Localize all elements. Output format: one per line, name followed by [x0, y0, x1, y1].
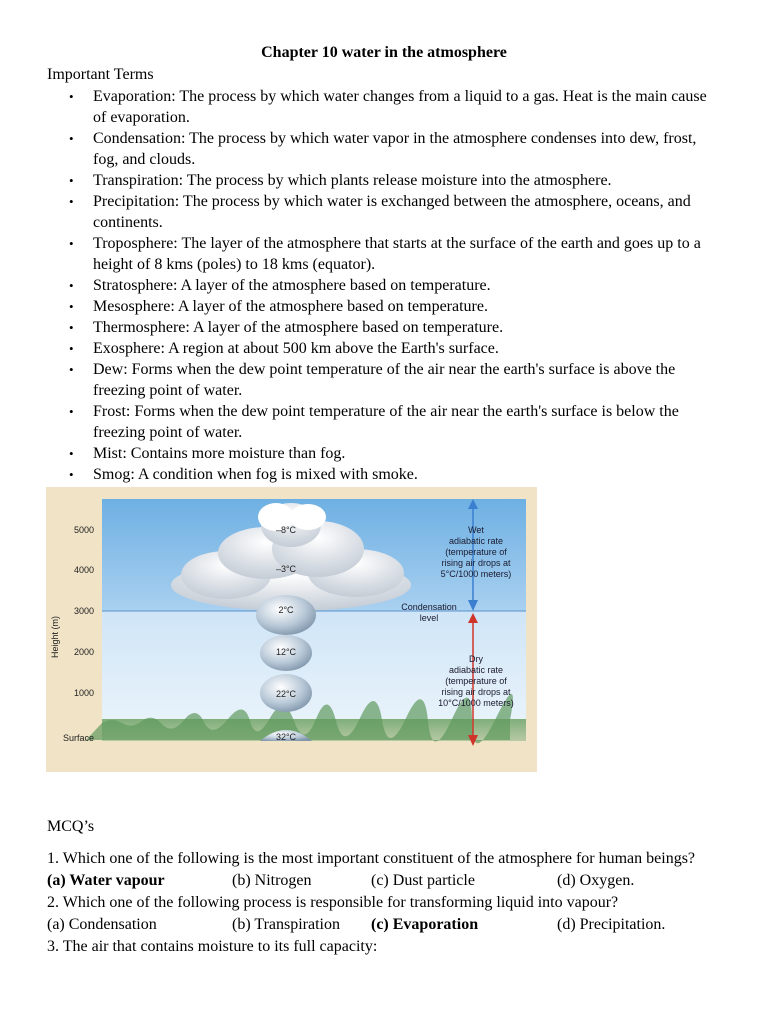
- wet-label: 5°C/1000 meters): [440, 569, 512, 579]
- wet-label: (temperature of: [445, 547, 507, 557]
- bullet-icon: •: [69, 446, 74, 461]
- option-b: (b) Transpiration: [232, 916, 340, 933]
- adiabatic-diagram: [46, 487, 537, 772]
- y-tick-label: 1000: [73, 688, 94, 698]
- bullet-icon: •: [69, 467, 74, 482]
- terms-list: [47, 86, 717, 485]
- mcq-heading: MCQ’s: [47, 818, 95, 835]
- term-text: Thermosphere: A layer of the atmosphere based on temperature.: [93, 319, 504, 336]
- list-item: [47, 170, 717, 191]
- list-item: [47, 86, 717, 128]
- term-text: Exosphere: A region at about 500 km above the Earth's surface.: [93, 340, 499, 357]
- diagram-svg: [46, 487, 537, 772]
- option-c: (c) Dust particle: [371, 872, 475, 889]
- temp-label: 32°C: [275, 732, 297, 742]
- list-item: [47, 338, 717, 359]
- temp-label: 22°C: [275, 689, 297, 699]
- wet-label: adiabatic rate: [448, 536, 504, 546]
- bullet-icon: •: [69, 236, 74, 251]
- option-a: (a) Water vapour: [47, 872, 165, 889]
- list-item: [47, 275, 717, 296]
- question-text: 1. Which one of the following is the most important constituent of the atmosphere for human beings?: [47, 850, 696, 867]
- bullet-icon: •: [69, 299, 74, 314]
- option-d: (d) Precipitation.: [557, 916, 666, 933]
- temp-label: –8°C: [275, 525, 297, 535]
- dry-label: (temperature of: [445, 676, 507, 686]
- option-b: (b) Nitrogen: [232, 872, 312, 889]
- term-text: Transpiration: The process by which plants release moisture into the atmosphere.: [93, 172, 612, 189]
- bullet-icon: •: [69, 404, 74, 419]
- list-item: [47, 359, 717, 401]
- term-text: Precipitation: The process by which water is exchanged between the atmosphere, oceans, and continents.: [93, 193, 691, 231]
- bullet-icon: •: [69, 320, 74, 335]
- term-text: Mist: Contains more moisture than fog.: [93, 445, 346, 462]
- bullet-icon: •: [69, 194, 74, 209]
- y-tick-label: 3000: [73, 606, 94, 616]
- bullet-icon: •: [69, 131, 74, 146]
- temp-label: 12°C: [275, 647, 297, 657]
- section-heading: Important Terms: [47, 66, 154, 83]
- list-item: [47, 317, 717, 338]
- air-parcel: [256, 595, 316, 635]
- term-text: Evaporation: The process by which water changes from a liquid to a gas. Heat is the main cause of evaporation.: [93, 88, 707, 126]
- list-item: [47, 443, 717, 464]
- list-item: [47, 191, 717, 233]
- y-tick-label: Surface: [62, 733, 94, 743]
- dry-label: 10°C/1000 meters): [438, 698, 514, 708]
- list-item: [47, 233, 717, 275]
- dry-label: adiabatic rate: [448, 665, 504, 675]
- condensation-label: Condensation: [401, 602, 457, 612]
- list-item: [47, 401, 717, 443]
- list-item: [47, 296, 717, 317]
- bullet-icon: •: [69, 278, 74, 293]
- term-text: Troposphere: The layer of the atmosphere that starts at the surface of the earth and goes up to a height of 8 kms (poles) to 18 kms (equator).: [93, 235, 701, 273]
- term-text: Stratosphere: A layer of the atmosphere based on temperature.: [93, 277, 491, 294]
- question-text: 2. Which one of the following process is responsible for transforming liquid into vapour?: [47, 894, 619, 911]
- mcq-section: [47, 816, 737, 958]
- option-d: (d) Oxygen.: [557, 872, 635, 889]
- y-axis-title: Height (m): [50, 615, 60, 659]
- term-text: Dew: Forms when the dew point temperature of the air near the earth's surface is above the freezing point of water.: [93, 361, 676, 399]
- option-a: (a) Condensation: [47, 916, 157, 933]
- list-item: [47, 464, 717, 485]
- page-title: Chapter 10 water in the atmosphere: [261, 44, 507, 61]
- bullet-icon: •: [69, 173, 74, 188]
- y-tick-label: 5000: [73, 525, 94, 535]
- list-item: [47, 128, 717, 170]
- dry-label: Dry: [469, 654, 483, 664]
- options-row: [47, 870, 737, 892]
- term-text: Condensation: The process by which water vapor in the atmosphere condenses into dew, frost, fog, and clouds.: [93, 130, 697, 168]
- bullet-icon: •: [69, 362, 74, 377]
- wet-label: rising air drops at: [441, 558, 511, 568]
- temp-label: –3°C: [275, 564, 297, 574]
- question-text: 3. The air that contains moisture to its full capacity:: [47, 938, 378, 955]
- wet-label: Wet: [468, 525, 484, 535]
- term-text: Mesosphere: A layer of the atmosphere based on temperature.: [93, 298, 488, 315]
- option-c: (c) Evaporation: [371, 916, 479, 933]
- term-text: Frost: Forms when the dew point temperature of the air near the earth's surface is below the freezing point of water.: [93, 403, 679, 441]
- bullet-icon: •: [69, 89, 74, 104]
- dry-label: rising air drops at: [441, 687, 511, 697]
- term-text: Smog: A condition when fog is mixed with smoke.: [93, 466, 418, 483]
- condensation-label: level: [419, 613, 439, 623]
- temp-label: 2°C: [278, 605, 294, 615]
- bullet-icon: •: [69, 341, 74, 356]
- options-row: [47, 914, 737, 936]
- y-tick-label: 4000: [73, 565, 94, 575]
- y-tick-label: 2000: [73, 647, 94, 657]
